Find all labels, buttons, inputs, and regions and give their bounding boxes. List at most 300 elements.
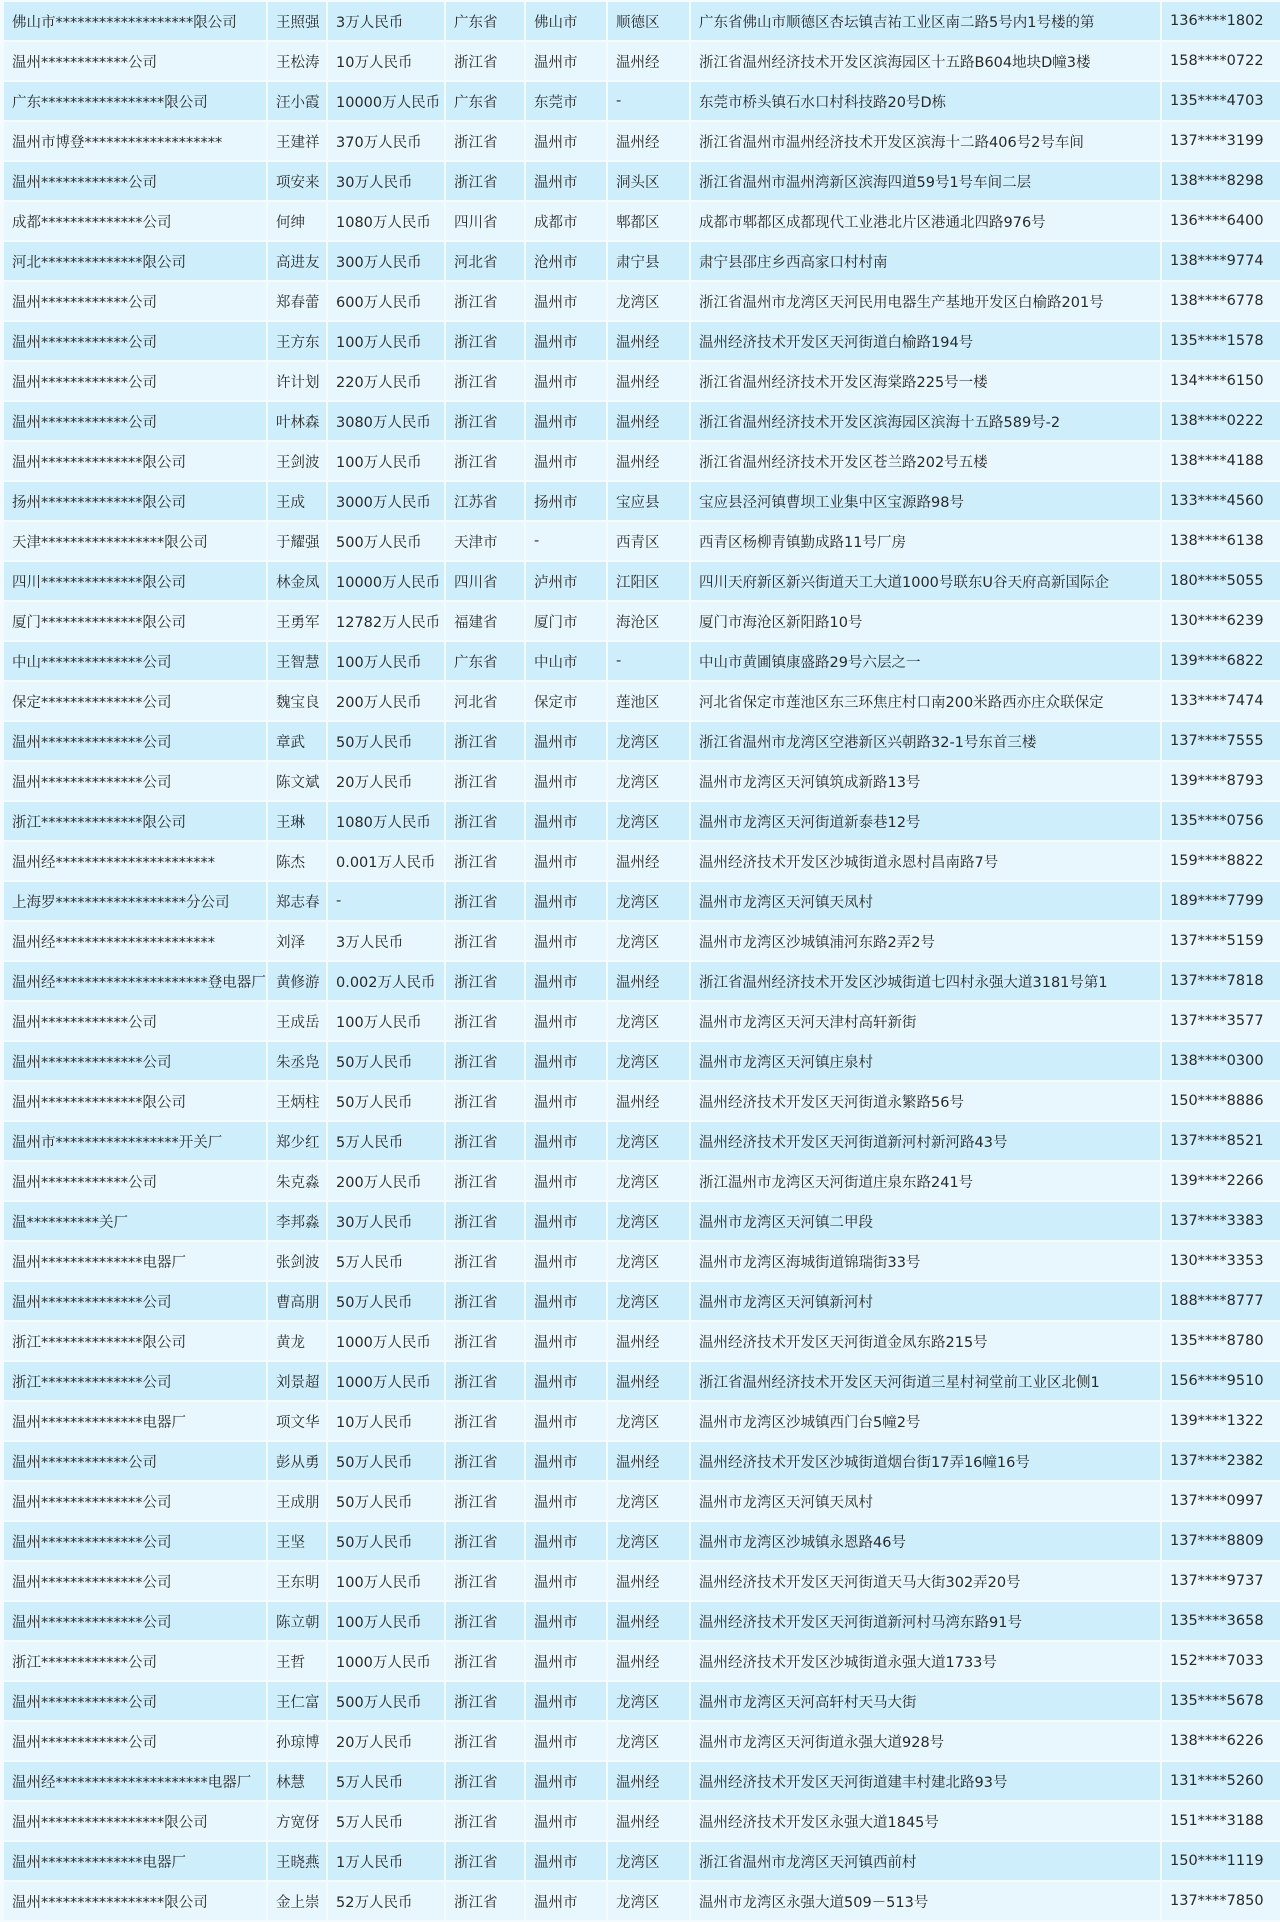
company-name-cell: 佛山市*******************限公司 [4,2,266,40]
table-row [4,722,1280,760]
contact-name-cell: 项文华 [268,1402,326,1440]
contact-name-cell: 郑少红 [268,1122,326,1160]
contact-name-cell: 王建祥 [268,122,326,160]
phone-cell: 180****5055 [1162,562,1280,600]
district-cell: - [608,642,689,680]
contact-name-cell: 朱克淼 [268,1162,326,1200]
contact-name-cell: 孙琼博 [268,1722,326,1760]
address-cell: 厦门市海沧区新阳路10号 [691,602,1160,640]
table-row [4,642,1280,680]
contact-name-cell: 王仁富 [268,1682,326,1720]
company-name-cell: 成都**************公司 [4,202,266,240]
city-cell: 温州市 [526,1402,606,1440]
city-cell: 成都市 [526,202,606,240]
address-cell: 温州市龙湾区天河镇天凤村 [691,882,1160,920]
phone-cell: 159****8822 [1162,842,1280,880]
company-name-cell: 温州************公司 [4,162,266,200]
address-cell: 温州市龙湾区沙城镇西门台5幢2号 [691,1402,1160,1440]
registered-capital-cell: 600万人民币 [328,282,444,320]
table-row [4,802,1280,840]
address-cell: 宝应县泾河镇曹坝工业集中区宝源路98号 [691,482,1160,520]
city-cell: 温州市 [526,1282,606,1320]
phone-cell: 137****3199 [1162,122,1280,160]
city-cell: 温州市 [526,1762,606,1800]
province-cell: 浙江省 [446,1642,524,1680]
district-cell: 龙湾区 [608,802,689,840]
district-cell: 龙湾区 [608,1122,689,1160]
district-cell: 宝应县 [608,482,689,520]
city-cell: 温州市 [526,1082,606,1120]
contact-name-cell: 王坚 [268,1522,326,1560]
address-cell: 西青区杨柳青镇勤成路11号厂房 [691,522,1160,560]
table-row [4,1162,1280,1200]
province-cell: 浙江省 [446,1242,524,1280]
address-cell: 温州经济技术开发区天河街道新河村马湾东路91号 [691,1602,1160,1640]
district-cell: 温州经 [608,1442,689,1480]
registered-capital-cell: 300万人民币 [328,242,444,280]
city-cell: 温州市 [526,282,606,320]
address-cell: 温州经济技术开发区天河街道天马大街302弄20号 [691,1562,1160,1600]
table-row [4,1682,1280,1720]
registered-capital-cell: 50万人民币 [328,1042,444,1080]
company-name-cell: 温州*****************限公司 [4,1882,266,1920]
registered-capital-cell: 100万人民币 [328,642,444,680]
contact-name-cell: 王晓燕 [268,1842,326,1880]
city-cell: 温州市 [526,1042,606,1080]
address-cell: 东莞市桥头镇石水口村科技路20号D栋 [691,82,1160,120]
registered-capital-cell: 500万人民币 [328,522,444,560]
province-cell: 浙江省 [446,722,524,760]
phone-cell: 136****1802 [1162,2,1280,40]
company-name-cell: 温州**************公司 [4,762,266,800]
city-cell: 温州市 [526,1242,606,1280]
contact-name-cell: 王智慧 [268,642,326,680]
city-cell: 温州市 [526,762,606,800]
phone-cell: 134****6150 [1162,362,1280,400]
company-name-cell: 温州经*********************电器厂 [4,1762,266,1800]
company-name-cell: 中山**************公司 [4,642,266,680]
district-cell: 温州经 [608,322,689,360]
address-cell: 温州市龙湾区天河镇庄泉村 [691,1042,1160,1080]
district-cell: 温州经 [608,1762,689,1800]
phone-cell: 137****8521 [1162,1122,1280,1160]
address-cell: 温州市龙湾区沙城镇浦河东路2弄2号 [691,922,1160,960]
table-row [4,282,1280,320]
phone-cell: 137****7555 [1162,722,1280,760]
table-row [4,1442,1280,1480]
company-name-cell: 四川**************限公司 [4,562,266,600]
company-name-cell: 广东*****************限公司 [4,82,266,120]
registered-capital-cell: 200万人民币 [328,1162,444,1200]
province-cell: 浙江省 [446,1322,524,1360]
city-cell: 保定市 [526,682,606,720]
table-row [4,1322,1280,1360]
district-cell: 江阳区 [608,562,689,600]
contact-name-cell: 王照强 [268,2,326,40]
city-cell: 温州市 [526,1882,606,1920]
province-cell: 浙江省 [446,1162,524,1200]
city-cell: 温州市 [526,1642,606,1680]
district-cell: 龙湾区 [608,282,689,320]
address-cell: 温州市龙湾区天河镇天凤村 [691,1482,1160,1520]
district-cell: 海沧区 [608,602,689,640]
province-cell: 浙江省 [446,1762,524,1800]
registered-capital-cell: 3万人民币 [328,922,444,960]
phone-cell: 150****1119 [1162,1842,1280,1880]
district-cell: 龙湾区 [608,1282,689,1320]
table-row [4,1802,1280,1840]
district-cell: 顺德区 [608,2,689,40]
phone-cell: 135****4703 [1162,82,1280,120]
table-row [4,1082,1280,1120]
contact-name-cell: 方宽伢 [268,1802,326,1840]
table-row [4,42,1280,80]
company-name-cell: 温州**************公司 [4,722,266,760]
district-cell: 温州经 [608,122,689,160]
address-cell: 温州经济技术开发区沙城街道永强大道1733号 [691,1642,1160,1680]
city-cell: 东莞市 [526,82,606,120]
company-name-cell: 温州************公司 [4,402,266,440]
phone-cell: 139****2266 [1162,1162,1280,1200]
phone-cell: 138****4188 [1162,442,1280,480]
registered-capital-cell: 10000万人民币 [328,82,444,120]
table-row [4,522,1280,560]
company-name-cell: 浙江**************限公司 [4,802,266,840]
registered-capital-cell: 50万人民币 [328,722,444,760]
city-cell: 温州市 [526,1562,606,1600]
district-cell: 龙湾区 [608,1162,689,1200]
phone-cell: 135****0756 [1162,802,1280,840]
city-cell: 温州市 [526,1602,606,1640]
district-cell: 温州经 [608,1362,689,1400]
contact-name-cell: 章武 [268,722,326,760]
registered-capital-cell: 100万人民币 [328,322,444,360]
registered-capital-cell: 10万人民币 [328,1402,444,1440]
registered-capital-cell: 3080万人民币 [328,402,444,440]
phone-cell: 189****7799 [1162,882,1280,920]
phone-cell: 137****7850 [1162,1882,1280,1920]
district-cell: 温州经 [608,402,689,440]
city-cell: 温州市 [526,122,606,160]
phone-cell: 137****5159 [1162,922,1280,960]
contact-name-cell: 王成朋 [268,1482,326,1520]
address-cell: 温州经济技术开发区永强大道1845号 [691,1802,1160,1840]
company-name-cell: 温州************公司 [4,362,266,400]
address-cell: 浙江省温州经济技术开发区苍兰路202号五楼 [691,442,1160,480]
address-cell: 温州市龙湾区天河天津村高轩新街 [691,1002,1160,1040]
city-cell: 温州市 [526,1682,606,1720]
registered-capital-cell: 1000万人民币 [328,1362,444,1400]
registered-capital-cell: 100万人民币 [328,1602,444,1640]
company-name-cell: 温州**************公司 [4,1602,266,1640]
city-cell: 沧州市 [526,242,606,280]
address-cell: 浙江省温州市龙湾区天河镇西前村 [691,1842,1160,1880]
contact-name-cell: 王琳 [268,802,326,840]
province-cell: 浙江省 [446,1202,524,1240]
address-cell: 成都市郫都区成都现代工业港北片区港通北四路976号 [691,202,1160,240]
table-row [4,2,1280,40]
district-cell: 龙湾区 [608,1042,689,1080]
table-row [4,602,1280,640]
district-cell: 温州经 [608,962,689,1000]
company-name-cell: 温州************公司 [4,1682,266,1720]
registered-capital-cell: 30万人民币 [328,162,444,200]
province-cell: 浙江省 [446,1122,524,1160]
city-cell: 温州市 [526,1202,606,1240]
registered-capital-cell: 220万人民币 [328,362,444,400]
registered-capital-cell: 370万人民币 [328,122,444,160]
contact-name-cell: 李邦淼 [268,1202,326,1240]
table-row [4,442,1280,480]
province-cell: 福建省 [446,602,524,640]
address-cell: 四川天府新区新兴街道天工大道1000号联东U谷天府高新国际企 [691,562,1160,600]
registered-capital-cell: 0.001万人民币 [328,842,444,880]
province-cell: 浙江省 [446,842,524,880]
company-name-cell: 上海罗******************分公司 [4,882,266,920]
province-cell: 浙江省 [446,1002,524,1040]
province-cell: 浙江省 [446,922,524,960]
district-cell: 温州经 [608,1802,689,1840]
address-cell: 浙江温州市龙湾区天河街道庄泉东路241号 [691,1162,1160,1200]
address-cell: 广东省佛山市顺德区杏坛镇吉祐工业区南二路5号内1号楼的第 [691,2,1160,40]
company-name-cell: 浙江**************公司 [4,1362,266,1400]
registered-capital-cell: 1万人民币 [328,1842,444,1880]
city-cell: 温州市 [526,1162,606,1200]
address-cell: 温州市龙湾区天河街道永强大道928号 [691,1722,1160,1760]
table-row [4,122,1280,160]
contact-name-cell: 陈立朝 [268,1602,326,1640]
district-cell: 郫都区 [608,202,689,240]
table-row [4,962,1280,1000]
registered-capital-cell: 20万人民币 [328,1722,444,1760]
company-name-cell: 温州*****************限公司 [4,1802,266,1840]
province-cell: 浙江省 [446,442,524,480]
province-cell: 河北省 [446,682,524,720]
district-cell: 温州经 [608,1602,689,1640]
contact-name-cell: 黄龙 [268,1322,326,1360]
company-name-cell: 温州市博登******************* [4,122,266,160]
city-cell: 佛山市 [526,2,606,40]
city-cell: 扬州市 [526,482,606,520]
table-row [4,1642,1280,1680]
registered-capital-cell: 30万人民币 [328,1202,444,1240]
company-name-cell: 温州**************电器厂 [4,1402,266,1440]
company-name-cell: 浙江************公司 [4,1642,266,1680]
registered-capital-cell: 5万人民币 [328,1242,444,1280]
table-row [4,1762,1280,1800]
company-name-cell: 温州************公司 [4,322,266,360]
company-name-cell: 温州经********************** [4,842,266,880]
contact-name-cell: 项安来 [268,162,326,200]
registered-capital-cell: 100万人民币 [328,1562,444,1600]
company-name-cell: 温州**************电器厂 [4,1242,266,1280]
address-cell: 温州市龙湾区天河镇筑成新路13号 [691,762,1160,800]
company-name-cell: 温州经********************** [4,922,266,960]
province-cell: 浙江省 [446,1402,524,1440]
district-cell: 莲池区 [608,682,689,720]
registered-capital-cell: 50万人民币 [328,1282,444,1320]
table-row [4,1042,1280,1080]
contact-name-cell: 张剑波 [268,1242,326,1280]
district-cell: 龙湾区 [608,922,689,960]
province-cell: 浙江省 [446,1482,524,1520]
province-cell: 广东省 [446,642,524,680]
city-cell: 温州市 [526,922,606,960]
city-cell: 温州市 [526,882,606,920]
phone-cell: 133****7474 [1162,682,1280,720]
province-cell: 浙江省 [446,42,524,80]
phone-cell: 188****8777 [1162,1282,1280,1320]
table-row [4,482,1280,520]
address-cell: 温州市龙湾区天河高轩村天马大街 [691,1682,1160,1720]
registered-capital-cell: 5万人民币 [328,1762,444,1800]
province-cell: 浙江省 [446,1882,524,1920]
province-cell: 浙江省 [446,1602,524,1640]
contact-name-cell: 郑志春 [268,882,326,920]
city-cell: 温州市 [526,1122,606,1160]
registered-capital-cell: 1080万人民币 [328,202,444,240]
contact-name-cell: 朱丞凫 [268,1042,326,1080]
address-cell: 温州经济技术开发区沙城街道永恩村昌南路7号 [691,842,1160,880]
contact-name-cell: 林慧 [268,1762,326,1800]
address-cell: 浙江省温州经济技术开发区滨海园区十五路B604地块D幢3楼 [691,42,1160,80]
company-name-cell: 温州**************限公司 [4,442,266,480]
province-cell: 浙江省 [446,122,524,160]
registered-capital-cell: 50万人民币 [328,1442,444,1480]
company-name-cell: 扬州**************限公司 [4,482,266,520]
district-cell: - [608,82,689,120]
province-cell: 浙江省 [446,162,524,200]
phone-cell: 137****9737 [1162,1562,1280,1600]
phone-cell: 139****1322 [1162,1402,1280,1440]
company-name-cell: 温**********关厂 [4,1202,266,1240]
district-cell: 洞头区 [608,162,689,200]
address-cell: 温州市龙湾区永强大道509－513号 [691,1882,1160,1920]
registered-capital-cell: 5万人民币 [328,1802,444,1840]
phone-cell: 135****1578 [1162,322,1280,360]
table-row [4,1002,1280,1040]
phone-cell: 150****8886 [1162,1082,1280,1120]
contact-name-cell: 何绅 [268,202,326,240]
city-cell: 温州市 [526,1842,606,1880]
province-cell: 浙江省 [446,762,524,800]
company-table [2,0,1280,1922]
district-cell: 龙湾区 [608,1482,689,1520]
phone-cell: 137****0997 [1162,1482,1280,1520]
contact-name-cell: 王松涛 [268,42,326,80]
contact-name-cell: 黄修游 [268,962,326,1000]
phone-cell: 137****8809 [1162,1522,1280,1560]
contact-name-cell: 王成岳 [268,1002,326,1040]
table-row [4,1562,1280,1600]
company-name-cell: 温州**************公司 [4,1282,266,1320]
company-name-cell: 温州**************公司 [4,1522,266,1560]
city-cell: 温州市 [526,1362,606,1400]
address-cell: 浙江省温州经济技术开发区沙城街道七四村永强大道3181号第1 [691,962,1160,1000]
province-cell: 浙江省 [446,1682,524,1720]
contact-name-cell: 王炳柱 [268,1082,326,1120]
registered-capital-cell: 0.002万人民币 [328,962,444,1000]
province-cell: 天津市 [446,522,524,560]
province-cell: 浙江省 [446,1362,524,1400]
registered-capital-cell: 1080万人民币 [328,802,444,840]
table-row [4,682,1280,720]
address-cell: 河北省保定市莲池区东三环焦庄村口南200米路西亦庄众联保定 [691,682,1160,720]
registered-capital-cell: 100万人民币 [328,442,444,480]
table-row [4,1842,1280,1880]
phone-cell: 156****9510 [1162,1362,1280,1400]
contact-name-cell: 彭从勇 [268,1442,326,1480]
province-cell: 四川省 [446,562,524,600]
company-name-cell: 天津*****************限公司 [4,522,266,560]
city-cell: 温州市 [526,1002,606,1040]
registered-capital-cell: 100万人民币 [328,1002,444,1040]
registered-capital-cell: 10000万人民币 [328,562,444,600]
table-row [4,82,1280,120]
phone-cell: 139****8793 [1162,762,1280,800]
contact-name-cell: 高进友 [268,242,326,280]
district-cell: 龙湾区 [608,882,689,920]
phone-cell: 139****6822 [1162,642,1280,680]
city-cell: 温州市 [526,1522,606,1560]
address-cell: 肃宁县邵庄乡西高家口村村南 [691,242,1160,280]
address-cell: 中山市黄圃镇康盛路29号六层之一 [691,642,1160,680]
contact-name-cell: 曹高朋 [268,1282,326,1320]
registered-capital-cell: 20万人民币 [328,762,444,800]
province-cell: 广东省 [446,2,524,40]
table-row [4,362,1280,400]
province-cell: 浙江省 [446,1842,524,1880]
district-cell: 龙湾区 [608,762,689,800]
address-cell: 浙江省温州市龙湾区天河民用电器生产基地开发区白榆路201号 [691,282,1160,320]
city-cell: 温州市 [526,962,606,1000]
city-cell: - [526,522,606,560]
table-row [4,1122,1280,1160]
city-cell: 温州市 [526,722,606,760]
district-cell: 龙湾区 [608,722,689,760]
registered-capital-cell: - [328,882,444,920]
district-cell: 龙湾区 [608,1522,689,1560]
address-cell: 浙江省温州市温州经济技术开发区滨海十二路406号2号车间 [691,122,1160,160]
table-row [4,1482,1280,1520]
city-cell: 温州市 [526,442,606,480]
address-cell: 温州市龙湾区天河街道新泰巷12号 [691,802,1160,840]
province-cell: 浙江省 [446,362,524,400]
table-row [4,922,1280,960]
district-cell: 龙湾区 [608,1202,689,1240]
company-name-cell: 温州************公司 [4,1162,266,1200]
table-row [4,1282,1280,1320]
registered-capital-cell: 1000万人民币 [328,1642,444,1680]
address-cell: 温州经济技术开发区天河街道建丰村建北路93号 [691,1762,1160,1800]
district-cell: 温州经 [608,42,689,80]
company-name-cell: 温州**************公司 [4,1042,266,1080]
district-cell: 温州经 [608,842,689,880]
phone-cell: 138****8298 [1162,162,1280,200]
table-row [4,242,1280,280]
district-cell: 龙湾区 [608,1682,689,1720]
district-cell: 西青区 [608,522,689,560]
address-cell: 温州经济技术开发区沙城街道烟台街17弄16幢16号 [691,1442,1160,1480]
district-cell: 龙湾区 [608,1722,689,1760]
address-cell: 温州经济技术开发区天河街道新河村新河路43号 [691,1122,1160,1160]
table-row [4,1242,1280,1280]
district-cell: 肃宁县 [608,242,689,280]
province-cell: 浙江省 [446,402,524,440]
registered-capital-cell: 12782万人民币 [328,602,444,640]
province-cell: 浙江省 [446,882,524,920]
registered-capital-cell: 10万人民币 [328,42,444,80]
